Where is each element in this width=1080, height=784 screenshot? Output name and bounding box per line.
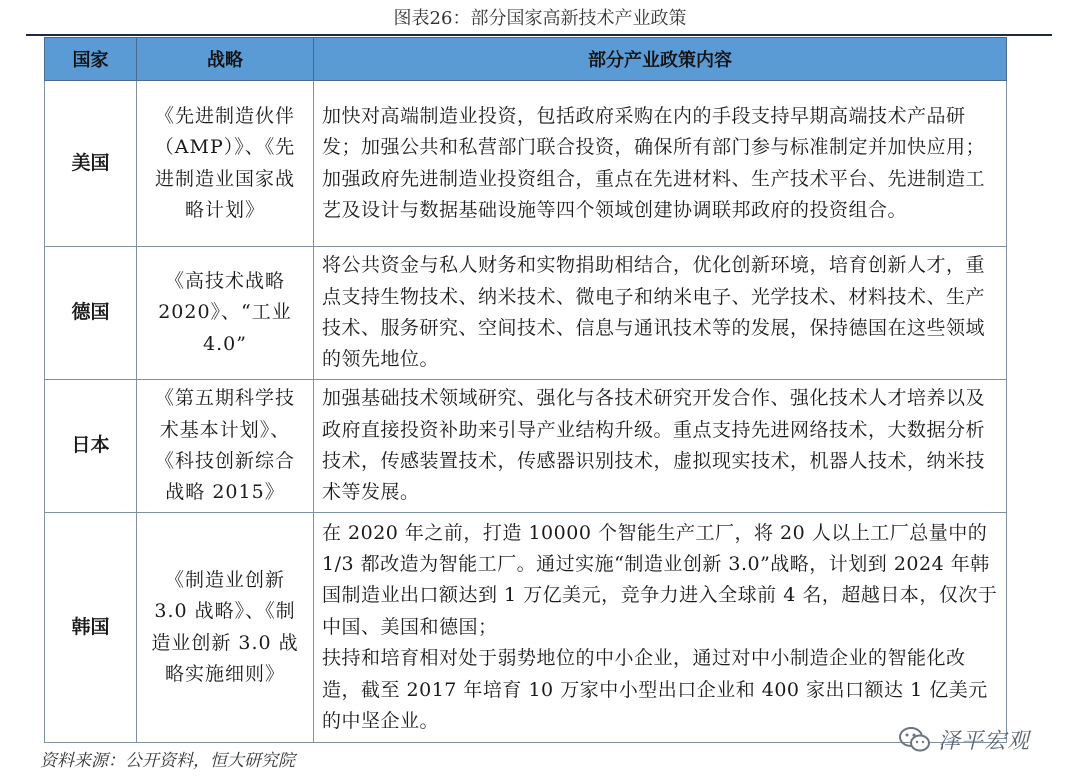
content-cell bbox=[314, 513, 1007, 743]
source-note: 资料来源：公开资料，恒大研究院 bbox=[40, 751, 295, 771]
table-row bbox=[45, 380, 1007, 513]
country-cell: 韩国 bbox=[45, 513, 137, 743]
content-paragraph: 加强基础技术领域研究、强化与各技术研究开发合作、强化技术人才培养以及政府直接投资补助来引导产业结构升级。重点支持先进网络技术，大数据分析技术，传感装置技术，传感器识别技术，虚拟现实技术，机器人技术，纳米技术等发展。 bbox=[322, 387, 986, 504]
content-paragraph: 在 2020 年之前，打造 10000 个智能生产工厂，将 20 人以上工厂总量中的 1/3 都改造为智能工厂。通过实施“制造业创新 3.0”战略，计划到 2024 年韩国制造业出口额达到 1 万亿美元，竞争力进入全球前 4 名，超越日本，仅次于中国、美国和德国； bbox=[322, 521, 998, 638]
content-cell bbox=[314, 247, 1007, 380]
figure-title: 图表26：部分国家高新技术产业政策 bbox=[393, 8, 687, 29]
top-rule bbox=[26, 34, 1052, 36]
table-row bbox=[45, 247, 1007, 380]
strategy-cell: 《高技术战略2020》、“工业4.0” bbox=[137, 247, 314, 380]
content-cell bbox=[314, 81, 1007, 247]
table-row bbox=[45, 81, 1007, 247]
country-cell: 美国 bbox=[45, 81, 137, 247]
brand-name: 泽平宏观 bbox=[938, 729, 1031, 754]
brand-watermark bbox=[898, 724, 1030, 755]
header-content: 部分产业政策内容 bbox=[314, 38, 1007, 81]
header-country: 国家 bbox=[45, 38, 137, 81]
wechat-icon bbox=[898, 726, 932, 754]
strategy-cell: 《先进制造伙伴（AMP）》、《先进制造业国家战略计划》 bbox=[137, 81, 314, 247]
content-paragraph: 扶持和培育相对处于弱势地位的中小企业，通过对中小制造企业的智能化改造，截至 2017 年培育 10 万家中小型出口企业和 400 家出口额达 1 亿美元的中坚企业。 bbox=[322, 647, 988, 733]
strategy-cell: 《制造业创新3.0 战略》、《制造业创新 3.0 战略实施细则》 bbox=[137, 513, 314, 743]
content-cell bbox=[314, 380, 1007, 513]
table-header-row bbox=[45, 38, 1007, 81]
table-row bbox=[45, 513, 1007, 743]
country-cell: 德国 bbox=[45, 247, 137, 380]
country-cell: 日本 bbox=[45, 380, 137, 513]
content-paragraph: 将公共资金与私人财务和实物捐助相结合，优化创新环境，培育创新人才，重点支持生物技术、纳米技术、微电子和纳米电子、光学技术、材料技术、生产技术、服务研究、空间技术、信息与通讯技术等的发展，保持德国在这些领域的领先地位。 bbox=[322, 254, 986, 371]
header-strategy: 战略 bbox=[137, 38, 314, 81]
policy-table bbox=[44, 37, 1007, 743]
content-paragraph: 加快对高端制造业投资，包括政府采购在内的手段支持早期高端技术产品研发；加强公共和私营部门联合投资，确保所有部门参与标准制定并加快应用；加强政府先进制造业投资组合，重点在先进材料、生产技术平台、先进制造工艺及设计与数据基础设施等四个领域创建协调联邦政府的投资组合。 bbox=[322, 104, 986, 221]
strategy-cell: 《第五期科学技术基本计划》、《科技创新综合战略 2015》 bbox=[137, 380, 314, 513]
